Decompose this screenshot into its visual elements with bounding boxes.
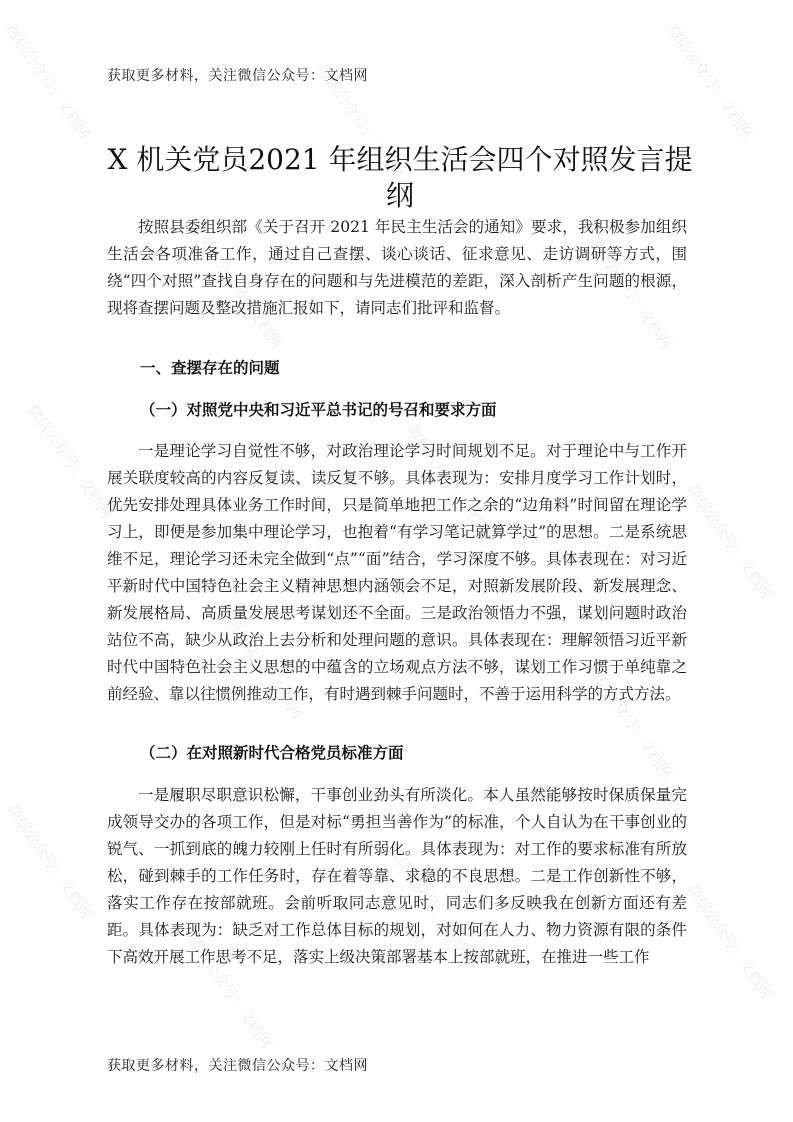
watermark: 微信公众号：文档网 — [583, 231, 676, 353]
header-note: 获取更多材料，关注微信公众号：文档网 — [107, 68, 368, 84]
subsection-heading-2: （二）在对照新时代合格党员标准方面 — [140, 743, 404, 762]
subsection-heading-1: （一）对照党中央和习近平总书记的号召和要求方面 — [140, 400, 497, 419]
footer-note: 获取更多材料，关注微信公众号：文档网 — [107, 1058, 368, 1074]
section-heading: 一、查摆存在的问题 — [140, 358, 280, 377]
watermark: 微信公众号：文档网 — [683, 481, 776, 603]
watermark: 微信公众号：文档网 — [183, 931, 276, 1053]
watermark: 微信公众号：文档网 — [663, 21, 756, 143]
watermark: 微信公众号：文档网 — [403, 421, 496, 543]
watermark: 微信公众号：文档网 — [3, 801, 96, 923]
intro-paragraph: 按照县委组织部《关于召开 2021 年民主生活会的通知》要求，我积极参加组织生活会各项准备工作，通过自己查摆、谈心谈话、征求意见、走访调研等方式，围绕“四个对照”查找自身存在的问题和与先进模范的差距，深入剖析产生问题的根源，现将查摆问题及整改措施汇报如下，请同志们批评和监督。 — [107, 218, 687, 317]
watermark: 微信公众号：文档网 — [213, 601, 306, 723]
watermark: 微信公众号：文档网 — [583, 661, 676, 783]
watermark: 微信公众号：文档网 — [383, 841, 476, 963]
watermark: 微信公众号：文档网 — [313, 61, 406, 183]
subsection-1-paragraph: 一是理论学习自觉性不够，对政治理论学习时间规划不足。对于理论中与工作开展关联度较高的内容反复读、读反复不够。具体表现为：安排月度学习工作计划时，优先安排处理具体业务工作时间，只是简单地把工作之余的“边角料”时间留在理论学习上，即便是参加集中理论学习，也抱着“有学习笔记就算学过”的思想。二是系统思维不足，理论学习还未完全做到“点”“面”结合，学习深度不够。具体表现在：对习近平新时代中国特色社会主义精神思想内涵领会不足，对照新发展阶段、新发展理念、新发展格局、高质量发展思考谋划还不全面。三是政治领悟力不强，谋划问题时政治站位不高，缺少从政治上去分析和处理问题的意识。具体表现在：理解领悟习近平新时代中国特色社会主义思想的中蕴含的立场观点方法不够，谋划工作习惯于单纯靠之前经验、靠以往惯例推动工作，有时遇到棘手问题时，不善于运用科学的方式方法。 — [107, 442, 687, 703]
subsection-2-paragraph: 一是履职尽职意识松懈，干事创业劲头有所淡化。本人虽然能够按时保质保量完成领导交办的各项工作，但是对标“勇担当善作为”的标准，个人自认为在干事创业的锐气、一抓到底的魄力较刚上任时有所弱化。具体表现为：对工作的要求标准有所放松，碰到棘手的工作任务时，存在着等靠、求稳的不良思想。二是工作创新性不够，落实工作存在按部就班。会前听取同志意见时，同志们多反映我在创新方面还有差距。具体表现为：缺乏对工作总体目标的规划，对如何在人力、物力资源有限的条件下高效开展工作思考不足，落实上级决策部署基本上按部就班，在推进一些工作 — [107, 786, 687, 966]
watermark: 微信公众号：文档网 — [683, 881, 776, 1003]
page-title: X 机关党员2021 年组织生活会四个对照发言提纲 — [107, 143, 693, 212]
watermark: 微信公众号：文档网 — [193, 231, 286, 353]
watermark: 微信公众号：文档网 — [1, 21, 94, 143]
watermark: 微信公众号：文档网 — [23, 401, 116, 523]
